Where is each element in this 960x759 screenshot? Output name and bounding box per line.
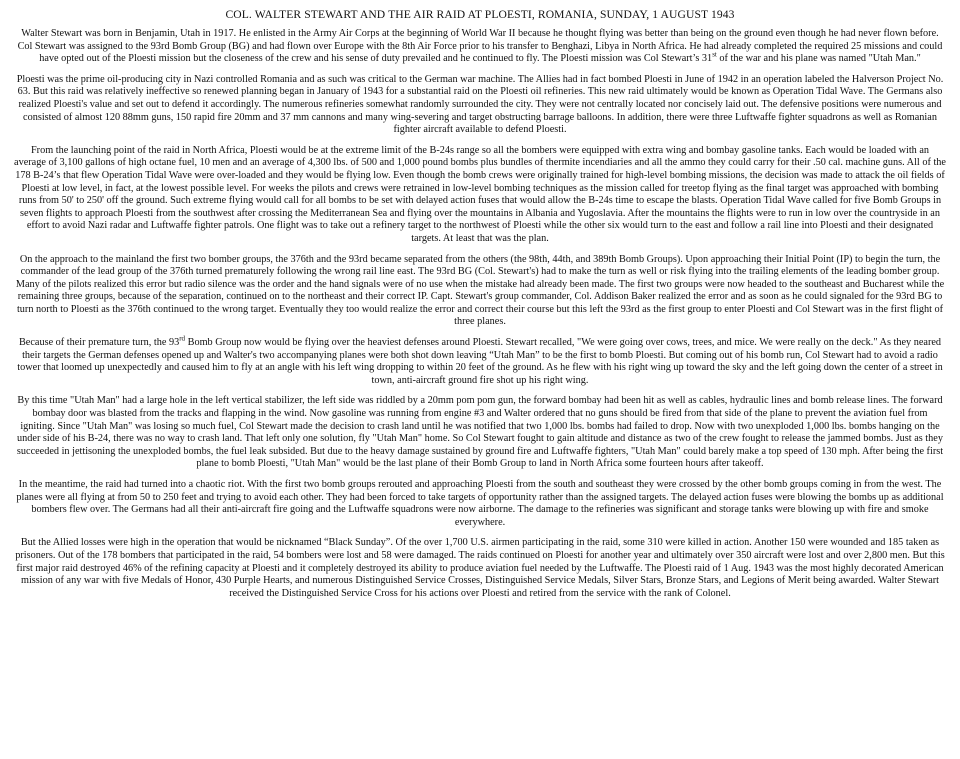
paragraph-bomb-run-text-a: Because of their premature turn, the 93: [18, 337, 180, 349]
ordinal-suffix-st: st: [712, 50, 717, 59]
paragraph-biography: [14, 28, 946, 66]
paragraph-biography-text-b: of the war and his plane was named "Utah Man.": [716, 53, 921, 65]
paragraph-raid-planning: From the launching point of the raid in North Africa, Ploesti would be at the extreme limit of the B-24s range so all the bombers were equipped with extra wing and bombay gasoline tanks. Each would be loaded with an average of 3,100 gallons of high octane fuel, 10 men and an average of 4,300 lbs. of 500 and 1,000 pound bombs plus bundles of thermite incendiaries and all the ammo they could carry for their .50 cal. machine guns. All of the 178 B-24’s that flew Operation Tidal Wave were over-loaded and they would be flying low. Even though the bomb crews were originally trained for high-level bombing missions, the decision was made to attack the oil fields of Ploesti at low level, in fact, at the lowest possible level. For weeks the pilots and crews were retrained in low-level bombing techniques as the mission called for treetop flying as the final target was approached with bombing runs from 50' to 250' off the ground. Such extreme flying would call for all bombs to be set with delayed action fuses that would allow the B-24s time to escape the blasts. Operation Tidal Wave called for five Bomb Groups in seven flights to approach Ploesti from the southwest after crossing the Mediterranean Sea and flying over the mountains in Albania and Yugoslavia. After the mountains the flights were to run in low over the countryside in an effort to avoid Nazi radar and Luftwaffe fighter patrols. One flight was to take out a refinery target to the northwest of Ploesti while the other six would turn to the east and follow a rail line into Ploesti and their designated targets. At least that was the plan.: [14, 144, 946, 244]
paragraph-ploesti-background: Ploesti was the prime oil-producing city in Nazi controlled Romania and as such was critical to the German war machine. The Allies had in fact bombed Ploesti in June of 1942 in an operation labeled the Halverson Project No. 63. But this raid was relatively ineffective so renewed planning began in January of 1943 for a substantial raid on the Ploesti oil refineries. This new raid ultimately would be known as Operation Tidal Wave. The Germans also realized Ploesti's value and set out to defend it accordingly. The numerous refineries somewhat randomly surrounded the city. They were not centrally located nor concisely laid out. The defensive positions were numerous and consisted of almost 120 88mm guns, 150 rapid fire 20mm and 37 mm cannons and many wing-severing and target obstructing barrage balloons. In addition, there were three Luftwaffe fighter squadrons as well as Romanian fighter aircraft available to defend Ploesti.: [16, 73, 944, 136]
paragraph-chaotic-raid: In the meantime, the raid had turned into a chaotic riot. With the first two bomb groups rerouted and approaching Ploesti from the south and southeast they were crossed by the other bomb groups coming in from the west. The planes were all flying at from 50 to 250 feet and trying to avoid each other. They had been forced to take targets of opportunity rather than the assigned targets. The delayed action fuses were blowing the bombs up as additional bombers flew over. The Germans had all their anti-aircraft fire going and the Luftwaffe squadrons were now airborne. The damage to the refineries was significant and storage tanks were blowing up with fire and smoke everywhere.: [16, 479, 944, 528]
document-title: COL. WALTER STEWART AND THE AIR RAID AT PLOESTI, ROMANIA, SUNDAY, 1 AUGUST 1943: [225, 8, 735, 21]
paragraph-bomb-run-text-b: Bomb Group now would be flying over the heaviest defenses around Ploesti. Stewart recalled, "We were going over cows, trees, and mice. We were really on the deck." As they neared their targets the German defenses opened up and Walter's two accompanying planes were both shot down leaving “Utah Man” to be the first to bomb Ploesti. But coming out of his bomb run, Col Stewart had to avoid a radio tower that loomed up unexpectedly and caused him to fly at an angle with his left wing dropping to within 20 feet of the ground. As he flew with his right wing up toward the sky and the left going down the center of a street in town, anti-aircraft ground fire shot up his right wing.: [17, 337, 943, 386]
paragraph-biography-text-a: Walter Stewart was born in Benjamin, Utah in 1917. He enlisted in the Army Air Corps at the beginning of World War II because he thought flying was better than being on the ground even though he had never flown before. Col Stewart was assigned to the 93rd Bomb Group (BG) and had flown over Europe with the 8th Air Force prior to his transfer to Benghazi, Libya in North Africa. He had already completed the required 25 missions and could have opted out of the Ploesti mission but the closeness of the crew and his sense of duty prevailed and he continued to fly. The Ploesti mission was Col Stewart’s 31: [17, 28, 943, 65]
paragraph-damage-and-return: By this time "Utah Man" had a large hole in the left vertical stabilizer, the left side was riddled by a 20mm pom pom gun, the forward bombay had been hit as well as cables, hydraulic lines and bomb release lines. The forward bombay door was blasted from the tracks and flapping in the wind. Now gasoline was running from engine #3 and Walter ordered that no guns should be fired from that side of the plane to prevent the aviation fuel from igniting. Since "Utah Man" was losing so much fuel, Col Stewart made the decision to crash land until he was notified that two 1,000 lbs. bombs had failed to drop. Now with two unexploded 1,000 lbs. bombs hanging on the under side of his B-24, there was no way to crash land. That left only one solution, fly "Utah Man" home. So Col Stewart fought to gain altitude and distance as two of the crew fought to release the jammed bombs. Just as they succeeded in jettisoning the unexploded bombs, the fuel leak subsided. But due to the heavy damage sustained by ground fire and Luftwaffe fighters, "Utah Man" could barely make a top speed of 130 mph. After being the first plane to bomb Ploesti, "Utah Man" would be the last plane of their Bomb Group to land in North Africa some fourteen hours after takeoff.: [16, 395, 944, 470]
paragraph-wrong-turn: On the approach to the mainland the first two bomber groups, the 376th and the 93rd became separated from the others (the 98th, 44th, and 389th Bomb Groups). Upon approaching their Initial Point (IP) to begin the turn, the commander of the lead group of the 376th turned prematurely following the wrong rail line east. The 93rd BG (Col. Stewart's) had to make the turn as well or risk flying into the trailing elements of the leading bomber group. Many of the pilots realized this error but radio silence was the order and the hand signals were of no use when the mistake had already been made. The first two groups were now headed to the southeast and Bucharest while the remaining three groups, because of the separation, continued on to the northeast and their correct IP. Capt. Stewart's group commander, Col. Addison Baker realized the error and as soon as he could signaled for the 93rd BG to turn north to Ploesti as the 376th continued to the wrong target. Eventually they too would realize the error and correct their course but this left the 93rd as the first group to enter Ploesti and Col Stewart was in the first flight of three planes.: [15, 253, 945, 328]
paragraph-bomb-run: [14, 334, 946, 387]
ordinal-suffix-rd: rd: [179, 334, 186, 343]
paragraph-losses-and-awards: But the Allied losses were high in the operation that would be nicknamed “Black Sunday”. Of the over 1,700 U.S. airmen participating in the raid, some 310 were killed in action. Another 150 were wounded and 185 taken as prisoners. Out of the 178 bombers that participated in the raid, 54 bombers were lost and 58 were damaged. The raids continued on Ploesti for another year and ultimately over 350 aircraft were lost and over 2,800 men. But this first major raid destroyed 46% of the refining capacity at Ploesti and it completely destroyed its ability to produce aviation fuel needed by the Luftwaffe. The Ploesti raid of 1 Aug. 1943 was the most highly decorated American mission of any war with five Medals of Honor, 430 Purple Hearts, and numerous Distinguished Service Crosses, Distinguished Service Medals, Silver Stars, Bronze Stars, and Legions of Merit being awarded. Walter Stewart received the Distinguished Service Cross for his actions over Ploesti and retired from the service with the rank of Colonel.: [15, 537, 945, 599]
